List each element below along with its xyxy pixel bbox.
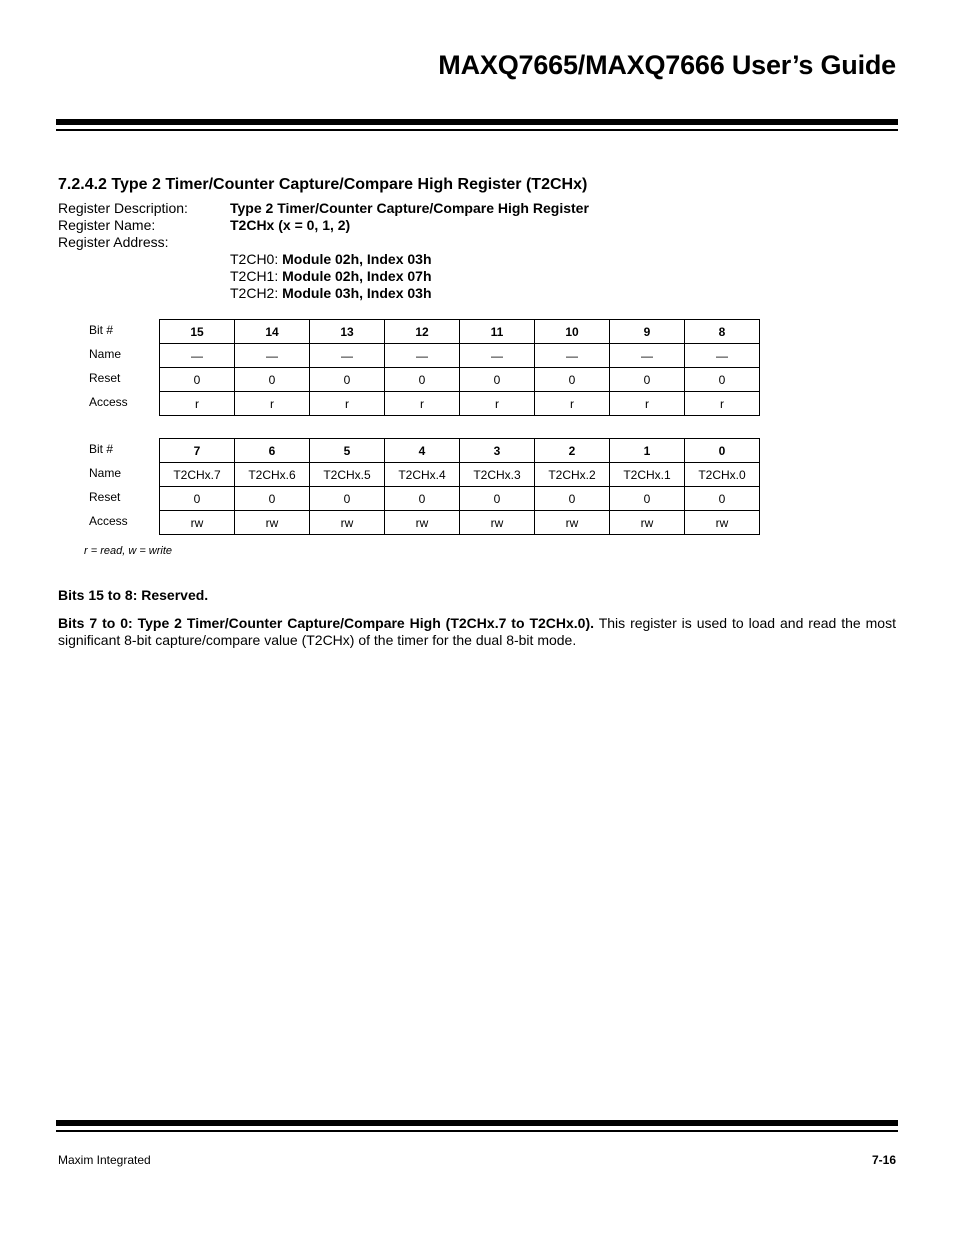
access-row: [160, 392, 760, 416]
access-type-cell: rw: [460, 511, 535, 535]
bits-7-0-text: This register is used to load and read the most significant 8-bit capture/compare value (T2CHx) of the timer for the dual 8-bit mode.: [58, 615, 896, 648]
address-reg: T2CH0:: [230, 251, 279, 267]
bits-7-0-heading: Bits 7 to 0: Type 2 Timer/Counter Capture/Compare High (T2CHx.7 to T2CHx.0).: [58, 615, 595, 631]
bits-7-0-description: [58, 615, 896, 649]
section-title: 7.2.4.2 Type 2 Timer/Counter Capture/Compare High Register (T2CHx): [58, 176, 588, 193]
bit-number-cell: 7: [160, 439, 235, 463]
access-type-cell: rw: [160, 511, 235, 535]
bit-number-cell: 5: [310, 439, 385, 463]
register-name-value: T2CHx (x = 0, 1, 2): [230, 217, 351, 233]
access-type-cell: r: [310, 392, 385, 416]
bits-15-8-heading: Bits 15 to 8: Reserved.: [58, 587, 209, 603]
bit-number-cell: 9: [610, 320, 685, 344]
reset-value-cell: 0: [535, 487, 610, 511]
bit-number-cell: 3: [460, 439, 535, 463]
reset-value-cell: 0: [535, 368, 610, 392]
bit-name-cell: T2CHx.5: [310, 463, 385, 487]
header-rule-thin: [56, 129, 898, 131]
reset-value-cell: 0: [160, 368, 235, 392]
reset-value-cell: 0: [385, 368, 460, 392]
access-type-cell: r: [235, 392, 310, 416]
register-name-label: Register Name:: [58, 217, 156, 233]
reset-value-cell: 0: [685, 368, 760, 392]
register-description-value: Type 2 Timer/Counter Capture/Compare High Register: [230, 200, 589, 216]
access-type-cell: rw: [535, 511, 610, 535]
row-label-reset: Reset: [89, 371, 121, 385]
bit-name-cell: —: [385, 344, 460, 368]
register-address-row: [58, 234, 230, 250]
bit-number-cell: 4: [385, 439, 460, 463]
access-type-cell: rw: [610, 511, 685, 535]
bit-name-cell: T2CHx.1: [610, 463, 685, 487]
address-reg: T2CH1:: [230, 268, 279, 284]
row-label-reset: Reset: [89, 490, 121, 504]
access-legend: r = read, w = write: [84, 545, 173, 557]
access-type-cell: rw: [235, 511, 310, 535]
access-type-cell: r: [385, 392, 460, 416]
bit-name-cell: —: [535, 344, 610, 368]
reset-row: [160, 368, 760, 392]
bit-name-cell: —: [310, 344, 385, 368]
bit-number-cell: 1: [610, 439, 685, 463]
reset-value-cell: 0: [385, 487, 460, 511]
bit-number-cell: 6: [235, 439, 310, 463]
access-type-cell: rw: [685, 511, 760, 535]
bit-name-cell: T2CHx.3: [460, 463, 535, 487]
low-table-row-labels: [89, 437, 128, 533]
bits-15-8-description: [58, 587, 896, 604]
reset-value-cell: 0: [235, 487, 310, 511]
row-label-name: Name: [89, 347, 122, 361]
bit-name-row: [160, 463, 760, 487]
address-value: Module 02h, Index 03h: [282, 251, 432, 267]
address-value: Module 02h, Index 07h: [282, 268, 432, 284]
header-rule-thick: [56, 119, 898, 125]
reset-value-cell: 0: [610, 368, 685, 392]
bit-name-cell: T2CHx.7: [160, 463, 235, 487]
bit-name-cell: —: [160, 344, 235, 368]
address-t2ch2: [230, 285, 432, 301]
row-label-bit: Bit #: [89, 323, 114, 337]
reset-value-cell: 0: [235, 368, 310, 392]
access-type-cell: r: [535, 392, 610, 416]
row-label-access: Access: [89, 514, 128, 528]
bit-name-cell: T2CHx.6: [235, 463, 310, 487]
bit-number-cell: 8: [685, 320, 760, 344]
bit-name-cell: —: [610, 344, 685, 368]
bit-number-cell: 14: [235, 320, 310, 344]
reset-value-cell: 0: [610, 487, 685, 511]
register-description-row: [58, 200, 589, 216]
reset-value-cell: 0: [460, 368, 535, 392]
high-table-row-labels: [89, 318, 128, 414]
bit-name-cell: T2CHx.0: [685, 463, 760, 487]
access-type-cell: rw: [385, 511, 460, 535]
register-address-label: Register Address:: [58, 234, 169, 250]
bit-name-cell: T2CHx.4: [385, 463, 460, 487]
bit-number-cell: 0: [685, 439, 760, 463]
bit-number-cell: 13: [310, 320, 385, 344]
bit-number-cell: 12: [385, 320, 460, 344]
reset-value-cell: 0: [160, 487, 235, 511]
bit-name-cell: —: [235, 344, 310, 368]
bit-name-cell: —: [685, 344, 760, 368]
reset-value-cell: 0: [310, 368, 385, 392]
bit-name-cell: —: [460, 344, 535, 368]
row-label-access: Access: [89, 395, 128, 409]
bit-number-row: [160, 439, 760, 463]
footer-rule-thick: [56, 1120, 898, 1126]
bit-number-cell: 15: [160, 320, 235, 344]
bit-number-cell: 11: [460, 320, 535, 344]
bit-name-cell: T2CHx.2: [535, 463, 610, 487]
address-t2ch1: [230, 268, 432, 284]
reset-value-cell: 0: [460, 487, 535, 511]
bit-number-row: [160, 320, 760, 344]
access-type-cell: rw: [310, 511, 385, 535]
access-type-cell: r: [610, 392, 685, 416]
access-type-cell: r: [685, 392, 760, 416]
document-title: MAXQ7665/MAXQ7666 User’s Guide: [438, 50, 896, 80]
row-label-name: Name: [89, 466, 122, 480]
reset-value-cell: 0: [310, 487, 385, 511]
row-label-bit: Bit #: [89, 442, 114, 456]
address-reg: T2CH2:: [230, 285, 279, 301]
access-row: [160, 511, 760, 535]
bit-number-cell: 10: [535, 320, 610, 344]
bit-name-row: [160, 344, 760, 368]
address-value: Module 03h, Index 03h: [282, 285, 432, 301]
reset-value-cell: 0: [685, 487, 760, 511]
reset-row: [160, 487, 760, 511]
high-byte-register-table: [159, 319, 760, 416]
access-type-cell: r: [460, 392, 535, 416]
register-description-label: Register Description:: [58, 200, 188, 216]
footer-company: Maxim Integrated: [58, 1153, 151, 1167]
footer-rule-thin: [56, 1130, 898, 1132]
low-byte-register-table: [159, 438, 760, 535]
footer-page-number: 7-16: [871, 1153, 896, 1167]
access-type-cell: r: [160, 392, 235, 416]
address-t2ch0: [230, 251, 432, 267]
register-name-row: [58, 217, 350, 233]
bit-number-cell: 2: [535, 439, 610, 463]
